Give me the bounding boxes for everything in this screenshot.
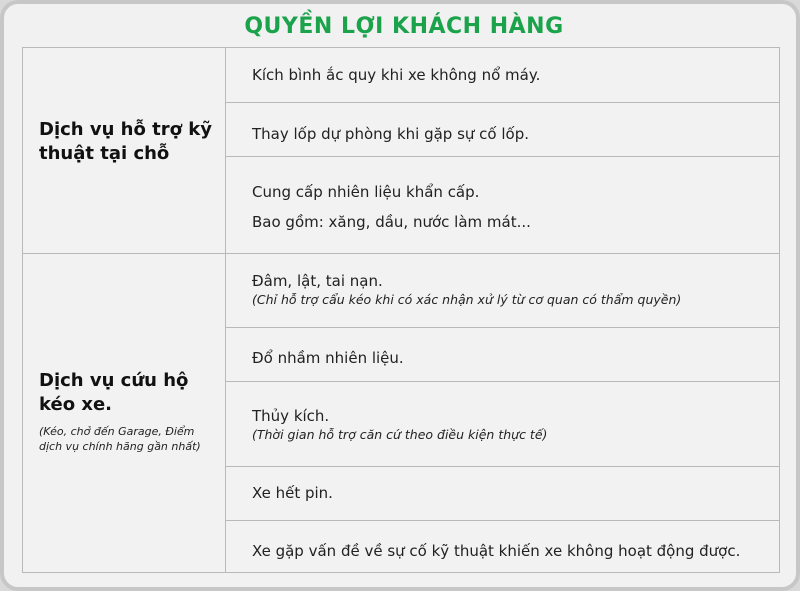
onsite-support-item-1-text: Kích bình ắc quy khi xe không nổ máy. [252, 66, 541, 84]
towing-rescue-item-3 [225, 381, 780, 467]
towing-rescue-item-2 [225, 327, 780, 382]
page-title: QUYỀN LỢI KHÁCH HÀNG [244, 14, 564, 39]
towing-rescue-group [22, 253, 226, 573]
towing-rescue-item-3-text: Thủy kích. [252, 407, 330, 425]
onsite-support-item-3-text: Cung cấp nhiên liệu khẩn cấp. [252, 183, 480, 201]
onsite-support-item-3-detail: Bao gồm: xăng, dầu, nước làm mát... [252, 213, 531, 231]
towing-rescue-item-4-text: Xe hết pin. [252, 484, 333, 502]
towing-rescue-item-5 [225, 520, 780, 573]
towing-rescue-item-1 [225, 253, 780, 328]
onsite-support-label: Dịch vụ hỗ trợ kỹ thuật tại chỗ [39, 119, 212, 164]
onsite-support-item-2 [225, 102, 780, 157]
onsite-support-item-3 [225, 156, 780, 254]
onsite-support-item-1 [225, 47, 780, 103]
towing-rescue-item-2-text: Đổ nhầm nhiên liệu. [252, 349, 404, 367]
onsite-support-group [22, 47, 226, 254]
towing-rescue-label: Dịch vụ cứu hộ kéo xe. [39, 370, 189, 415]
onsite-support-item-2-text: Thay lốp dự phòng khi gặp sự cố lốp. [252, 125, 529, 143]
towing-rescue-item-1-text: Đâm, lật, tai nạn. [252, 272, 383, 290]
towing-rescue-item-1-note: (Chỉ hỗ trợ cẩu kéo khi có xác nhận xử lý từ cơ quan có thẩm quyền) [252, 292, 682, 307]
towing-rescue-item-5-text: Xe gặp vấn đề về sự cố kỹ thuật khiến xe không hoạt động được. [252, 542, 741, 560]
towing-rescue-note: (Kéo, chở đến Garage, Điểm dịch vụ chính hãng gần nhất) [39, 425, 201, 453]
towing-rescue-item-3-note: (Thời gian hỗ trợ căn cứ theo điều kiện thực tế) [252, 427, 548, 442]
towing-rescue-item-4 [225, 466, 780, 521]
